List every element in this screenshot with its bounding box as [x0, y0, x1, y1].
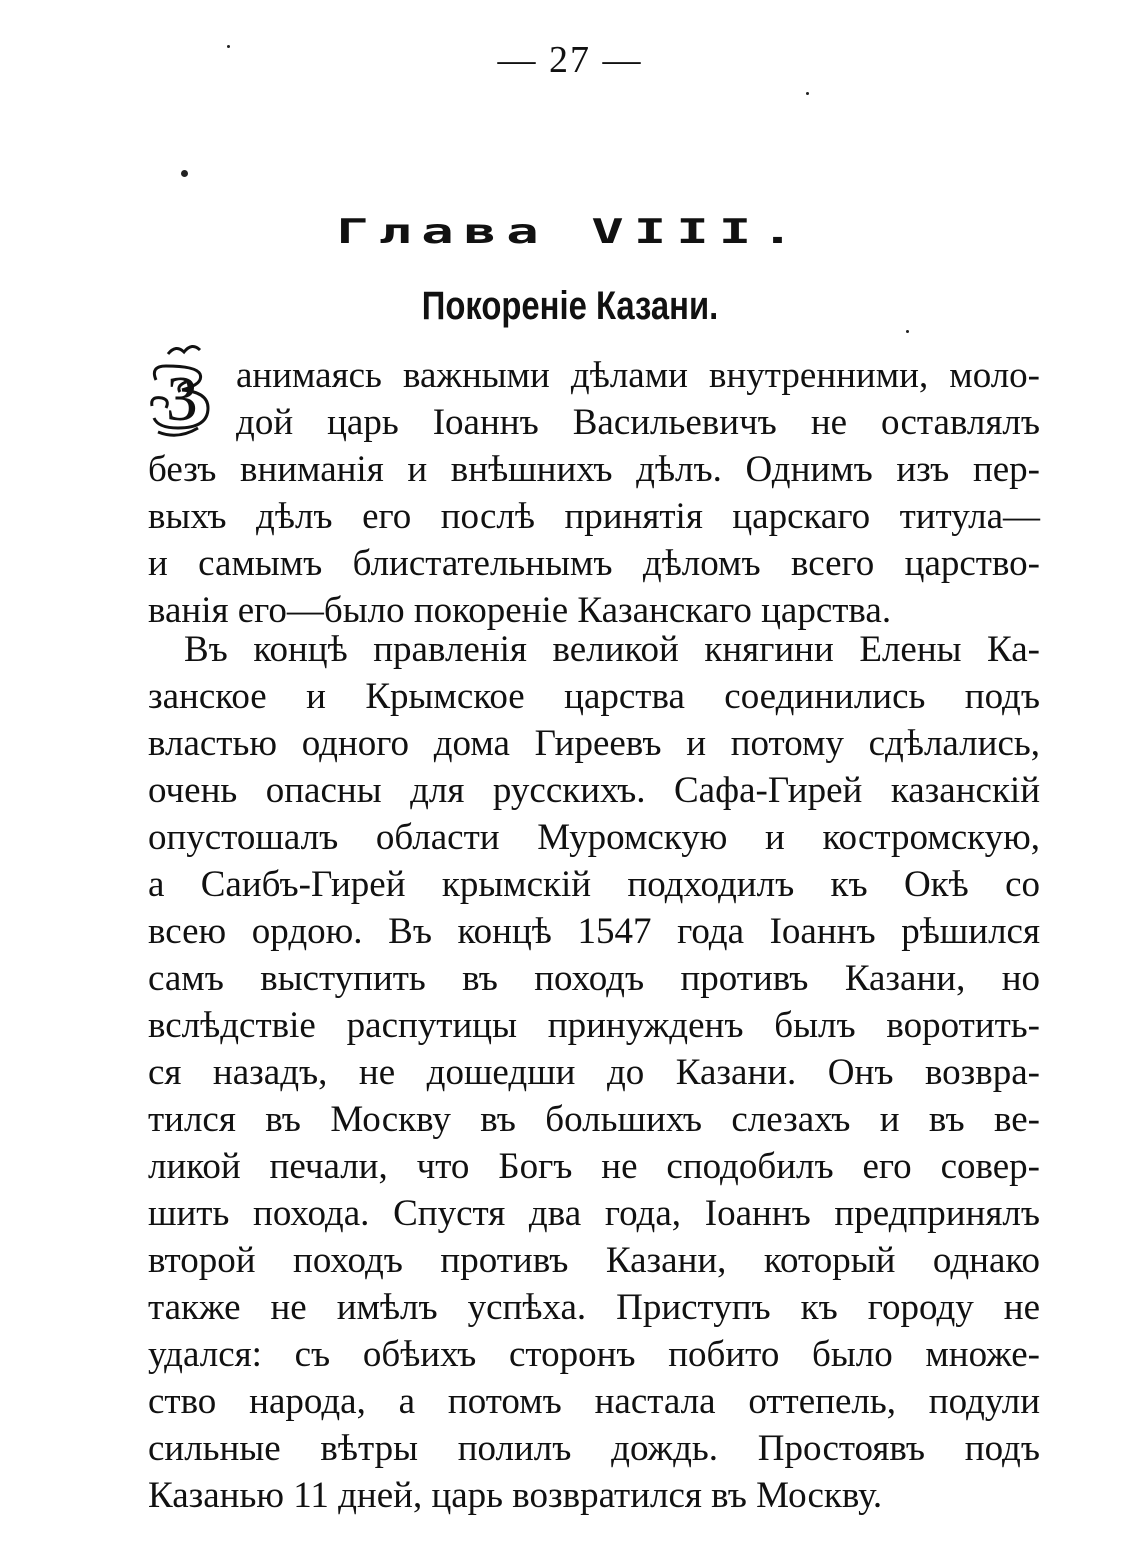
text-line: ство народа, а потомъ настала оттепель, подули	[148, 1381, 1040, 1422]
text-line: также не имѣлъ успѣха. Приступъ къ городу не	[148, 1287, 1040, 1328]
text-line: анимаясь важными дѣлами внутренними, моло-	[236, 355, 1040, 396]
text-line: ся назадъ, не дошедши до Казани. Онъ возвра-	[148, 1052, 1040, 1093]
text-line: властью одного дома Гиреевъ и потому сдѣлались,	[148, 723, 1040, 764]
paragraph-2	[148, 626, 1040, 1519]
text-line: всею ордою. Въ концѣ 1547 года Іоаннъ рѣшился	[148, 911, 1040, 952]
text-line: Въ концѣ правленія великой княгини Елены Ка-	[184, 629, 1040, 670]
text-line: Казанью 11 дней, царь возвратился въ Москву.	[148, 1475, 883, 1516]
drop-cap-ornament-icon	[146, 340, 226, 450]
ornamental-drop-cap	[146, 340, 226, 450]
page-number: — 27 —	[497, 39, 643, 81]
text-line: самъ выступить въ походъ противъ Казани, но	[148, 958, 1040, 999]
svg-text:З: З	[165, 363, 199, 434]
text-line: и самымъ блистательнымъ дѣломъ всего царство-	[148, 543, 1040, 584]
text-line: опустошалъ области Муромскую и костромскую,	[148, 817, 1040, 858]
paragraph-1-intro	[236, 352, 1040, 446]
text-line: вслѣдствіе распутицы принужденъ былъ воротить-	[148, 1005, 1040, 1046]
text-line: а Саибъ-Гирей крымскій подходилъ къ Окѣ со	[148, 864, 1040, 905]
print-speck	[227, 45, 230, 48]
text-line: сильные вѣтры полилъ дождь. Простоявъ подъ	[148, 1428, 1040, 1469]
text-line: ванія его—было покореніе Казанскаго царства.	[148, 590, 892, 631]
text-line: второй походъ противъ Казани, который однако	[148, 1240, 1040, 1281]
text-line: удался: съ обѣихъ сторонъ побито было множе-	[148, 1334, 1040, 1375]
text-line: безъ вниманія и внѣшнихъ дѣлъ. Однимъ изъ пер-	[148, 449, 1040, 490]
print-speck	[906, 330, 909, 333]
text-line: ликой печали, что Богъ не сподобилъ его совер-	[148, 1146, 1040, 1187]
print-speck	[806, 92, 809, 95]
chapter-title: Глава VIII.	[336, 212, 804, 252]
chapter-subtitle: Покореніе Казани.	[421, 284, 719, 328]
text-line: очень опасны для русскихъ. Сафа-Гирей казанскій	[148, 770, 1040, 811]
print-speck	[181, 170, 188, 177]
text-line: шить похода. Спустя два года, Іоаннъ предпринялъ	[148, 1193, 1040, 1234]
paragraph-1	[148, 446, 1040, 634]
text-line: выхъ дѣлъ его послѣ принятія царскаго титула—	[148, 496, 1040, 537]
text-line: дой царь Іоаннъ Васильевичъ не оставлялъ	[236, 402, 1040, 443]
text-line: занское и Крымское царства соединились подъ	[148, 676, 1040, 717]
text-line: тился въ Москву въ большихъ слезахъ и въ ве-	[148, 1099, 1040, 1140]
